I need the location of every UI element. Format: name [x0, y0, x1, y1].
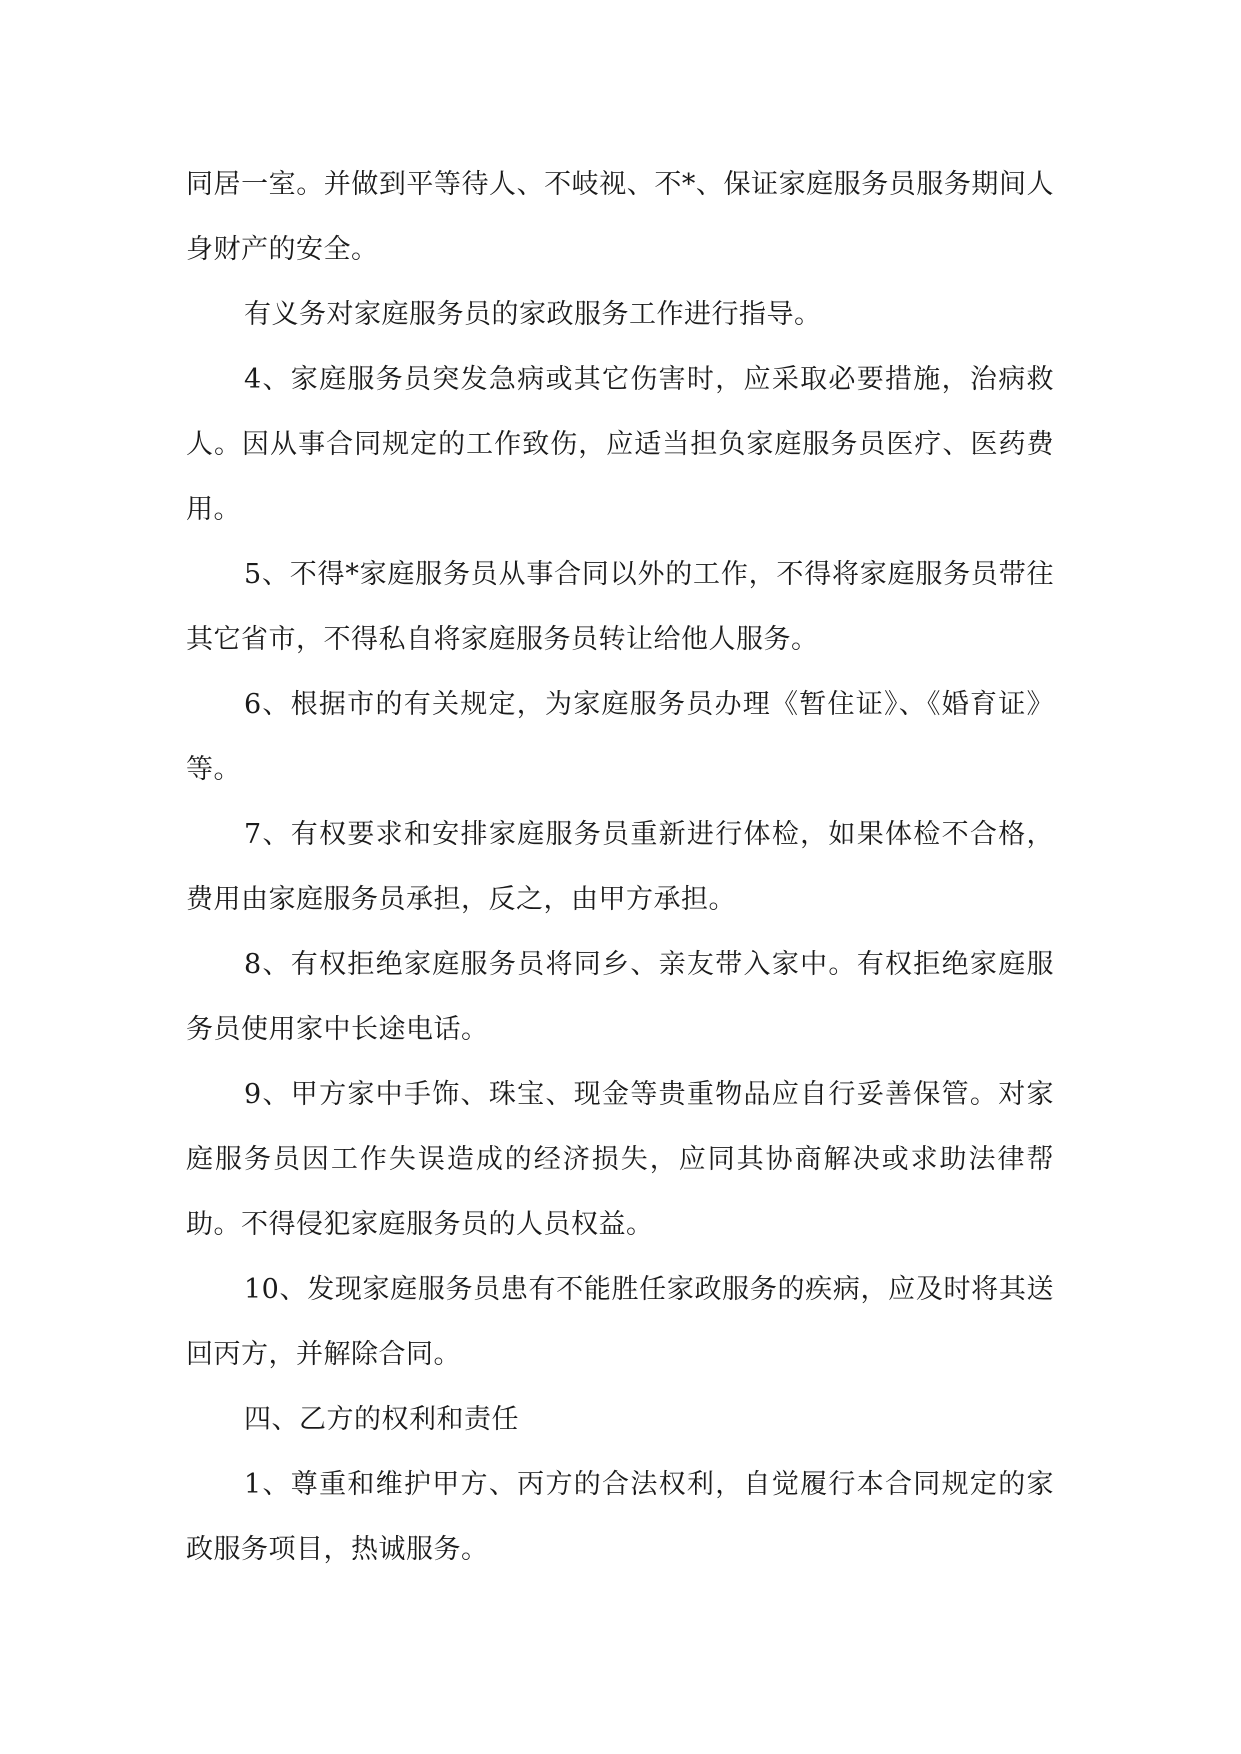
paragraph-item-5: 5、不得*家庭服务员从事合同以外的工作，不得将家庭服务员带往其它省市，不得私自将家庭服务员转让给他人服务。: [186, 559, 1054, 655]
paragraph-continuation: 同居一室。并做到平等待人、不岐视、不*、保证家庭服务员服务期间人身财产的安全。: [186, 169, 1054, 265]
paragraph-item-4: 4、家庭服务员突发急病或其它伤害时，应采取必要措施，治病救人。因从事合同规定的工作致伤，应适当担负家庭服务员医疗、医药费用。: [186, 364, 1054, 525]
paragraph-item-6: 6、根据市的有关规定，为家庭服务员办理《暂住证》、《婚育证》等。: [186, 689, 1054, 785]
document-body: [186, 152, 1054, 1582]
section-heading-party-b: 四、乙方的权利和责任: [244, 1404, 519, 1435]
paragraph-item-8: 8、有权拒绝家庭服务员将同乡、亲友带入家中。有权拒绝家庭服务员使用家中长途电话。: [186, 949, 1054, 1045]
paragraph-party-b-item-1: 1、尊重和维护甲方、丙方的合法权利，自觉履行本合同规定的家政服务项目，热诚服务。: [186, 1469, 1054, 1565]
paragraph-item-10: 10、发现家庭服务员患有不能胜任家政服务的疾病，应及时将其送回丙方，并解除合同。: [186, 1274, 1054, 1370]
paragraph-guidance: 有义务对家庭服务员的家政服务工作进行指导。: [244, 299, 822, 330]
paragraph-item-9: 9、甲方家中手饰、珠宝、现金等贵重物品应自行妥善保管。对家庭服务员因工作失误造成的经济损失，应同其协商解决或求助法律帮助。不得侵犯家庭服务员的人员权益。: [186, 1079, 1054, 1240]
paragraph-item-7: 7、有权要求和安排家庭服务员重新进行体检，如果体检不合格，费用由家庭服务员承担，反之，由甲方承担。: [186, 819, 1054, 915]
